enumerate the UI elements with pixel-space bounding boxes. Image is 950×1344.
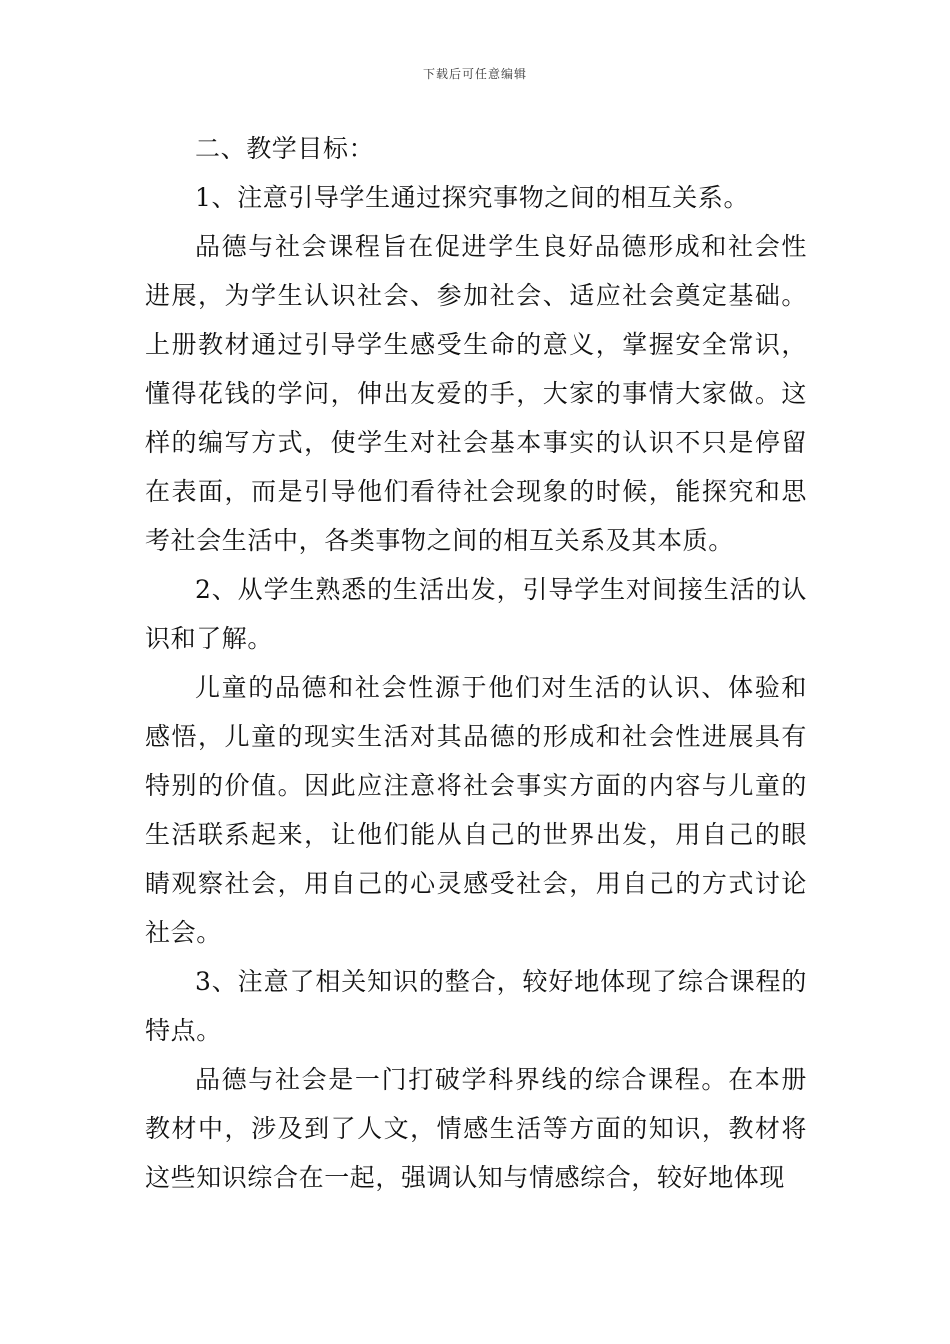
objective-3-heading: 3、注意了相关知识的整合，较好地体现了综合课程的特点。 [145,967,807,1045]
objective-2-heading: 2、从学生熟悉的生活出发，引导学生对间接生活的认识和了解。 [145,575,807,653]
section-heading: 二、教学目标： [195,134,375,163]
objective-1-heading: 1、注意引导学生通过探究事物之间的相互关系。 [195,183,750,212]
document-body [145,124,807,1202]
objective-2-body: 儿童的品德和社会性源于他们对生活的认识、体验和感悟，儿童的现实生活对其品德的形成和社会性进展具有特别的价值。因此应注意将社会事实方面的内容与儿童的生活联系起来，让他们能从自己的世界出发，用自己的眼睛观察社会，用自己的心灵感受社会，用自己的方式讨论社会。 [145,673,807,947]
page-header: 下载后可任意编辑 [422,67,527,81]
objective-1-body: 品德与社会课程旨在促进学生良好品德形成和社会性进展，为学生认识社会、参加社会、适应社会奠定基础。上册教材通过引导学生感受生命的意义，掌握安全常识，懂得花钱的学问，伸出友爱的手，大家的事情大家做。这样的编写方式，使学生对社会基本事实的认识不只是停留在表面，而是引导他们看待社会现象的时候，能探究和思考社会生活中，各类事物之间的相互关系及其本质。 [145,232,807,555]
objective-3-body: 品德与社会是一门打破学科界线的综合课程。在本册教材中，涉及到了人文，情感生活等方面的知识，教材将这些知识综合在一起，强调认知与情感综合，较好地体现 [145,1065,807,1192]
